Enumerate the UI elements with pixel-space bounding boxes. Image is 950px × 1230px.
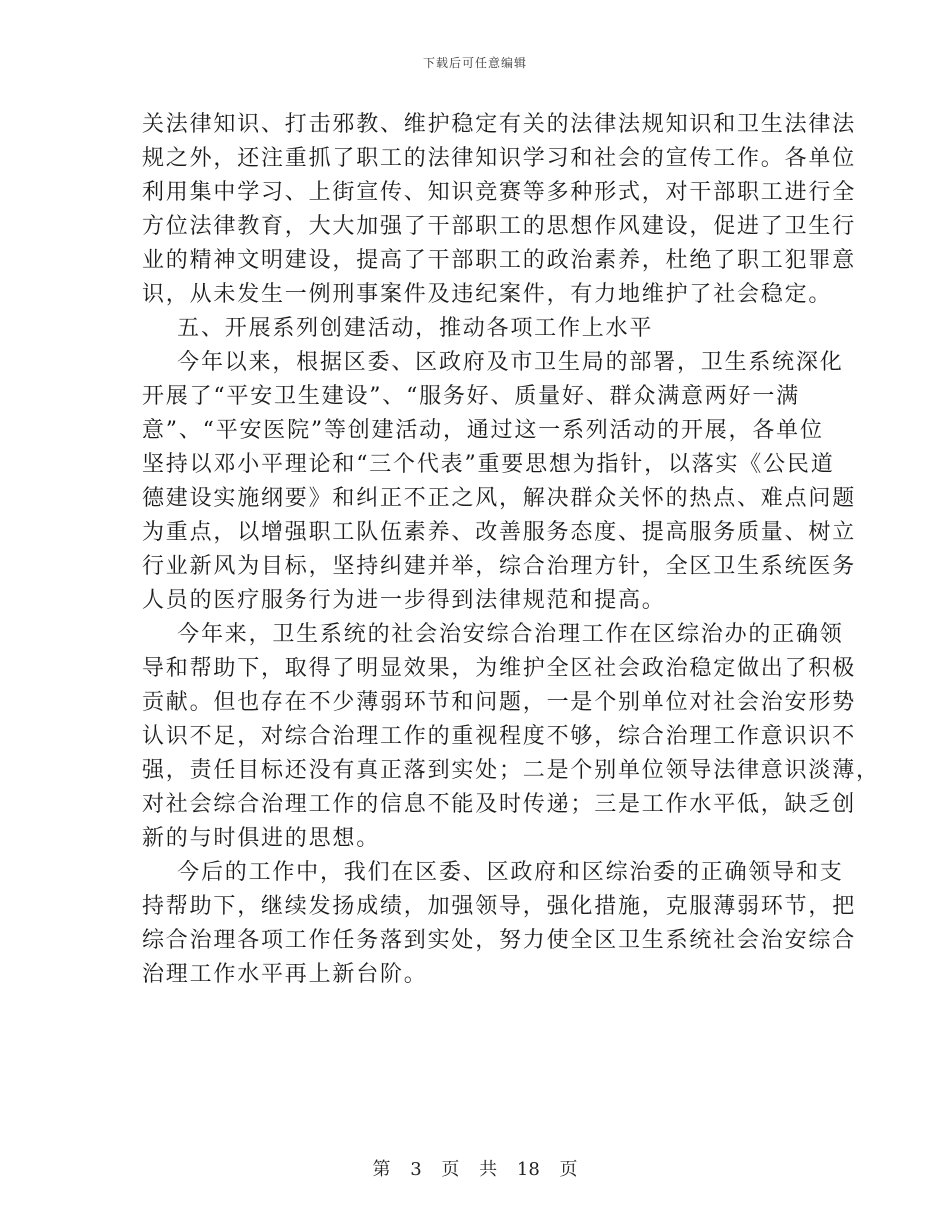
body-line: 持帮助下，继续发扬成绩，加强领导，强化措施，克服薄弱环节，把 [142, 894, 857, 919]
body-line: 强，责任目标还没有真正落到实处；二是个别单位领导法律意识淡薄， [142, 758, 880, 783]
body-line: 意”、“平安医院”等创建活动，通过这一系列活动的开展，各单位 [142, 418, 824, 443]
footer-total-label: 共 [479, 1159, 498, 1180]
body-line: 新的与时俱进的思想。 [142, 826, 381, 851]
body-line: 今年来，卫生系统的社会治安综合治理工作在区综治办的正确领 [142, 622, 844, 647]
footer-page-suffix: 页 [441, 1159, 460, 1180]
body-line: 综合治理各项工作任务落到实处，努力使全区卫生系统社会治安综合 [142, 928, 857, 953]
body-line: 导和帮助下，取得了明显效果，为维护全区社会政治稳定做出了积极 [142, 656, 857, 681]
footer-total-pages: 18 [516, 1159, 540, 1180]
body-line: 治理工作水平再上新台阶。 [142, 962, 428, 987]
body-line: 识，从未发生一例刑事案件及违纪案件，有力地维护了社会稳定。 [142, 282, 833, 307]
body-line: 为重点，以增强职工队伍素养、改善服务态度、提高服务质量、树立 [142, 520, 857, 545]
body-line: 今后的工作中，我们在区委、区政府和区综治委的正确领导和支 [142, 860, 844, 885]
footer-page-prefix: 第 [372, 1159, 391, 1180]
body-line: 开展了“平安卫生建设”、“服务好、质量好、群众满意两好一满 [142, 384, 800, 409]
body-line: 认识不足，对综合治理工作的重视程度不够，综合治理工作意识识不 [142, 724, 857, 749]
body-line: 德建设实施纲要》和纠正不正之风，解决群众关怀的热点、难点问题 [142, 486, 857, 511]
footer-total-suffix: 页 [559, 1159, 578, 1180]
body-line: 贡献。但也存在不少薄弱环节和问题，一是个别单位对社会治安形势 [142, 690, 857, 715]
body-line: 规之外，还注重抓了职工的法律知识学习和社会的宣传工作。各单位 [142, 146, 857, 171]
body-line: 行业新风为目标，坚持纠建并举，综合治理方针，全区卫生系统医务 [142, 554, 857, 579]
body-line: 坚持以邓小平理论和“三个代表”重要思想为指针，以落实《公民道 [142, 452, 835, 477]
page-header: 下载后可任意编辑 [422, 56, 527, 70]
body-line: 利用集中学习、上街宣传、知识竞赛等多种形式，对干部职工进行全 [142, 180, 857, 205]
body-line: 对社会综合治理工作的信息不能及时传递；三是工作水平低，缺乏创 [142, 792, 857, 817]
body-line: 人员的医疗服务行为进一步得到法律规范和提高。 [142, 588, 666, 613]
page-footer [0, 1155, 950, 1181]
body-line: 关法律知识、打击邪教、维护稳定有关的法律法规知识和卫生法律法 [142, 112, 857, 137]
body-line: 业的精神文明建设，提高了干部职工的政治素养，杜绝了职工犯罪意 [142, 248, 857, 273]
section-heading: 五、开展系列创建活动，推动各项工作上水平 [142, 316, 654, 341]
body-line: 今年以来，根据区委、区政府及市卫生局的部署，卫生系统深化 [142, 350, 844, 375]
body-line: 方位法律教育，大大加强了干部职工的思想作风建设，促进了卫生行 [142, 214, 857, 239]
document-body [142, 108, 880, 992]
footer-page-number: 3 [410, 1159, 422, 1180]
